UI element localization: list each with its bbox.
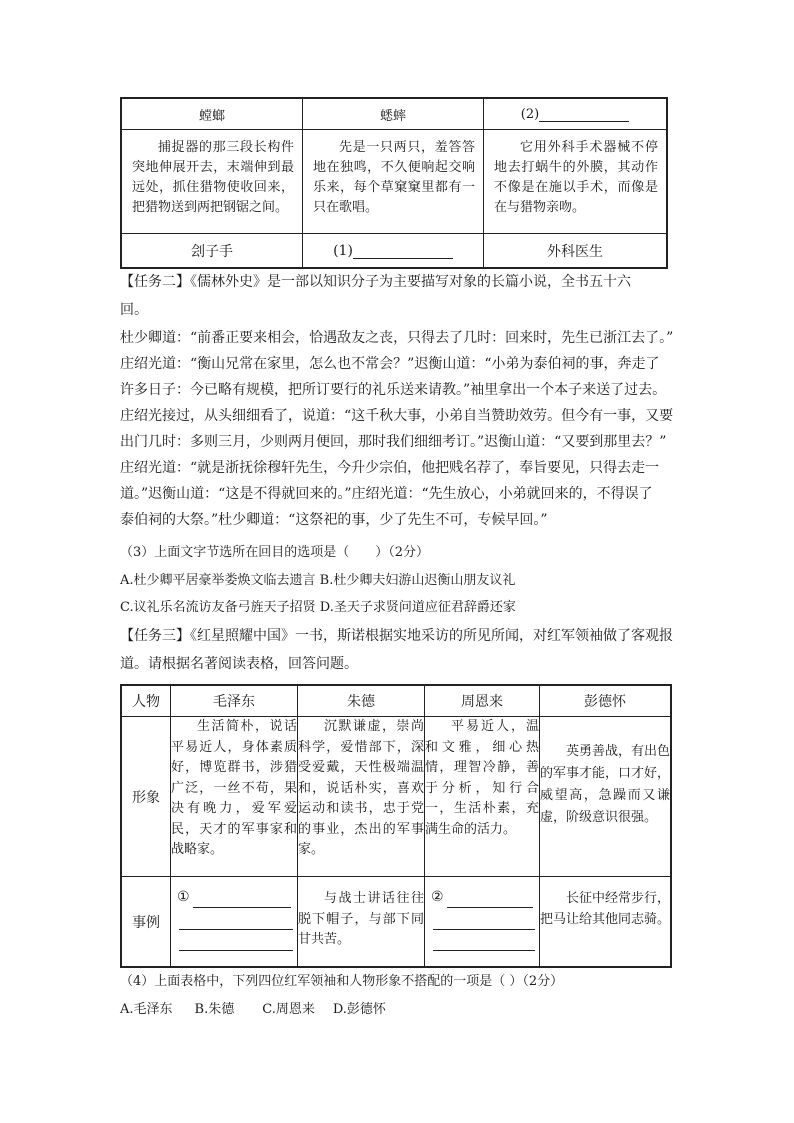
header-person: 人物 bbox=[121, 685, 171, 717]
blank-1-label: (1) bbox=[333, 242, 353, 259]
excerpt-line: 杜少卿道：“前番正要来相会，恰遇敌友之丧，只得去了几时：回来时，先生已浙江去了。” bbox=[120, 330, 674, 346]
red-army-leaders-table bbox=[120, 684, 672, 968]
event-peng: 长征中经常步行，把马让给其他同志骑。 bbox=[540, 877, 672, 968]
footer-surgeon: 外科医生 bbox=[484, 234, 668, 269]
row-label-event: 事例 bbox=[121, 877, 171, 968]
excerpt-line: 出门几时：多则三月，少则两月便回，那时我们细细考订。”迟衡山道：“又要到那里去？” bbox=[120, 434, 667, 450]
task2-intro-line2: 回。 bbox=[120, 302, 148, 318]
excerpt-line: 泰伯祠的大祭。”杜少卿道：“这祭祀的事，少了先生不可，专候早回。” bbox=[120, 512, 548, 528]
answer-blank-event-2b[interactable] bbox=[433, 909, 535, 930]
excerpt-line: 庄绍光道：“就是浙抚徐穆轩先生，今升少宗伯，他把贱名荐了，奉旨要见，只得去走一 bbox=[120, 460, 660, 476]
excerpt-line: 庄绍光接过，从头细细看了，说道：“这千秋大事，小弟自当赞助效劳。但今有一事，又要 bbox=[120, 408, 674, 424]
header-zhou: 周恩来 bbox=[425, 685, 540, 717]
event-mao-cell bbox=[171, 877, 298, 968]
row-label-image: 形象 bbox=[121, 717, 171, 877]
option-a[interactable]: A.毛泽东 bbox=[120, 1002, 173, 1017]
answer-blank-event-2[interactable] bbox=[447, 889, 533, 908]
task3-intro-line1: 【任务三】《红星照耀中国》一书，斯诺根据实地采访的所见所闻，对红军领袖做了客观报 bbox=[120, 628, 673, 644]
question-3-options-cd[interactable]: C.议礼乐名流访友备弓旌天子招贤 D.圣天子求贤问道应征君辞爵还家 bbox=[120, 600, 516, 615]
answer-blank-1[interactable] bbox=[353, 246, 453, 259]
image-peng: 英勇善战，有出色的军事才能，口才好，威望高，急躁而又谦虚，阶级意识很强。 bbox=[540, 717, 672, 877]
option-c[interactable]: C.周恩来 bbox=[262, 1002, 315, 1017]
image-mao: 生活简朴，说话平易近人，身体素质好，博览群书，涉猎广泛，一丝不苟，果决有晚力，爱军爱民，天才的军事家和战略家。 bbox=[171, 717, 298, 877]
header-peng: 彭德怀 bbox=[540, 685, 672, 717]
event-zhu: 与战士讲话往往脱下帽子，与部下同甘共苦。 bbox=[298, 877, 425, 968]
question-4: （4）上面表格中，下列四位红军领袖和人物形象不搭配的一项是（ ）（2分） bbox=[120, 974, 564, 989]
mantis-description: 捕捉器的那三段长构件突地伸展开去，末端伸到最远处，抓住猎物使收回来，把猎物送到两把钢锯之间。 bbox=[132, 140, 294, 215]
header-blank-2 bbox=[484, 98, 668, 130]
excerpt-line: 庄绍光道：“衡山兄常在家里，怎么也不常会？”迟衡山道：“小弟为泰伯祠的事，奔走了 bbox=[120, 356, 660, 372]
image-zhou: 平易近人，温和文雅，细心热情，理智冷静，善于分析，知行合一，生活朴素，充满生命的活力。 bbox=[425, 717, 540, 877]
image-zhu: 沉默谦虚，崇尚科学，爱惜部下，深受爱戴，天性极端温和，说话朴实，喜欢运动和读书，忠于党的事业，杰出的军事家。 bbox=[298, 717, 425, 877]
answer-blank-event-2c[interactable] bbox=[433, 930, 535, 951]
cricket-description: 先是一只两只，羞答答地在独鸣，不久便响起交响乐来，每个草窠窠里都有一只在歌唱。 bbox=[313, 140, 475, 215]
third-description: 它用外科手术器械不停地去打蜗牛的外膜，其动作不像是在施以手术，而像是在与猎物亲吻。 bbox=[494, 140, 658, 215]
event-zhou-cell bbox=[425, 877, 540, 968]
header-mantis: 螳螂 bbox=[121, 98, 303, 130]
header-cricket: 蟋蟀 bbox=[303, 98, 484, 130]
header-mao: 毛泽东 bbox=[171, 685, 298, 717]
option-b[interactable]: B.朱德 bbox=[194, 1002, 235, 1017]
answer-blank-2[interactable] bbox=[539, 109, 629, 122]
option-d[interactable]: D.彭德怀 bbox=[332, 1002, 386, 1017]
excerpt-line: 道。”迟衡山道：“这是不得就回来的。”庄绍光道：“先生放心，小弟就回来的，不得误了 bbox=[120, 486, 653, 502]
question-4-options bbox=[120, 1000, 386, 1020]
footer-executioner: 刽子手 bbox=[121, 234, 303, 269]
marker-1: ① bbox=[177, 889, 190, 905]
task2-intro-line1: 【任务二】《儒林外史》是一部以知识分子为主要描写对象的长篇小说，全书五十六 bbox=[120, 274, 631, 290]
answer-blank-event-1[interactable] bbox=[193, 889, 291, 908]
excerpt-line: 许多日子：今已略有规模，把所订要行的礼乐送来请教。”袖里拿出一个本子来送了过去。 bbox=[120, 382, 667, 398]
header-zhu: 朱德 bbox=[298, 685, 425, 717]
marker-2: ② bbox=[431, 889, 444, 905]
answer-blank-event-1b[interactable] bbox=[179, 909, 293, 930]
answer-blank-event-1c[interactable] bbox=[179, 930, 293, 951]
insect-comparison-table bbox=[120, 97, 668, 269]
question-3: （3）上面文字节选所在回目的选项是（ ）（2分） bbox=[120, 545, 430, 560]
footer-blank-1 bbox=[303, 234, 484, 269]
blank-2-label: (2) bbox=[520, 106, 540, 122]
question-3-options-ab[interactable]: A.杜少卿平居豪举娄焕文临去遗言 B.杜少卿夫妇游山迟衡山朋友议礼 bbox=[120, 573, 516, 588]
task3-intro-line2: 道。请根据名著阅读表格，回答问题。 bbox=[120, 656, 358, 672]
